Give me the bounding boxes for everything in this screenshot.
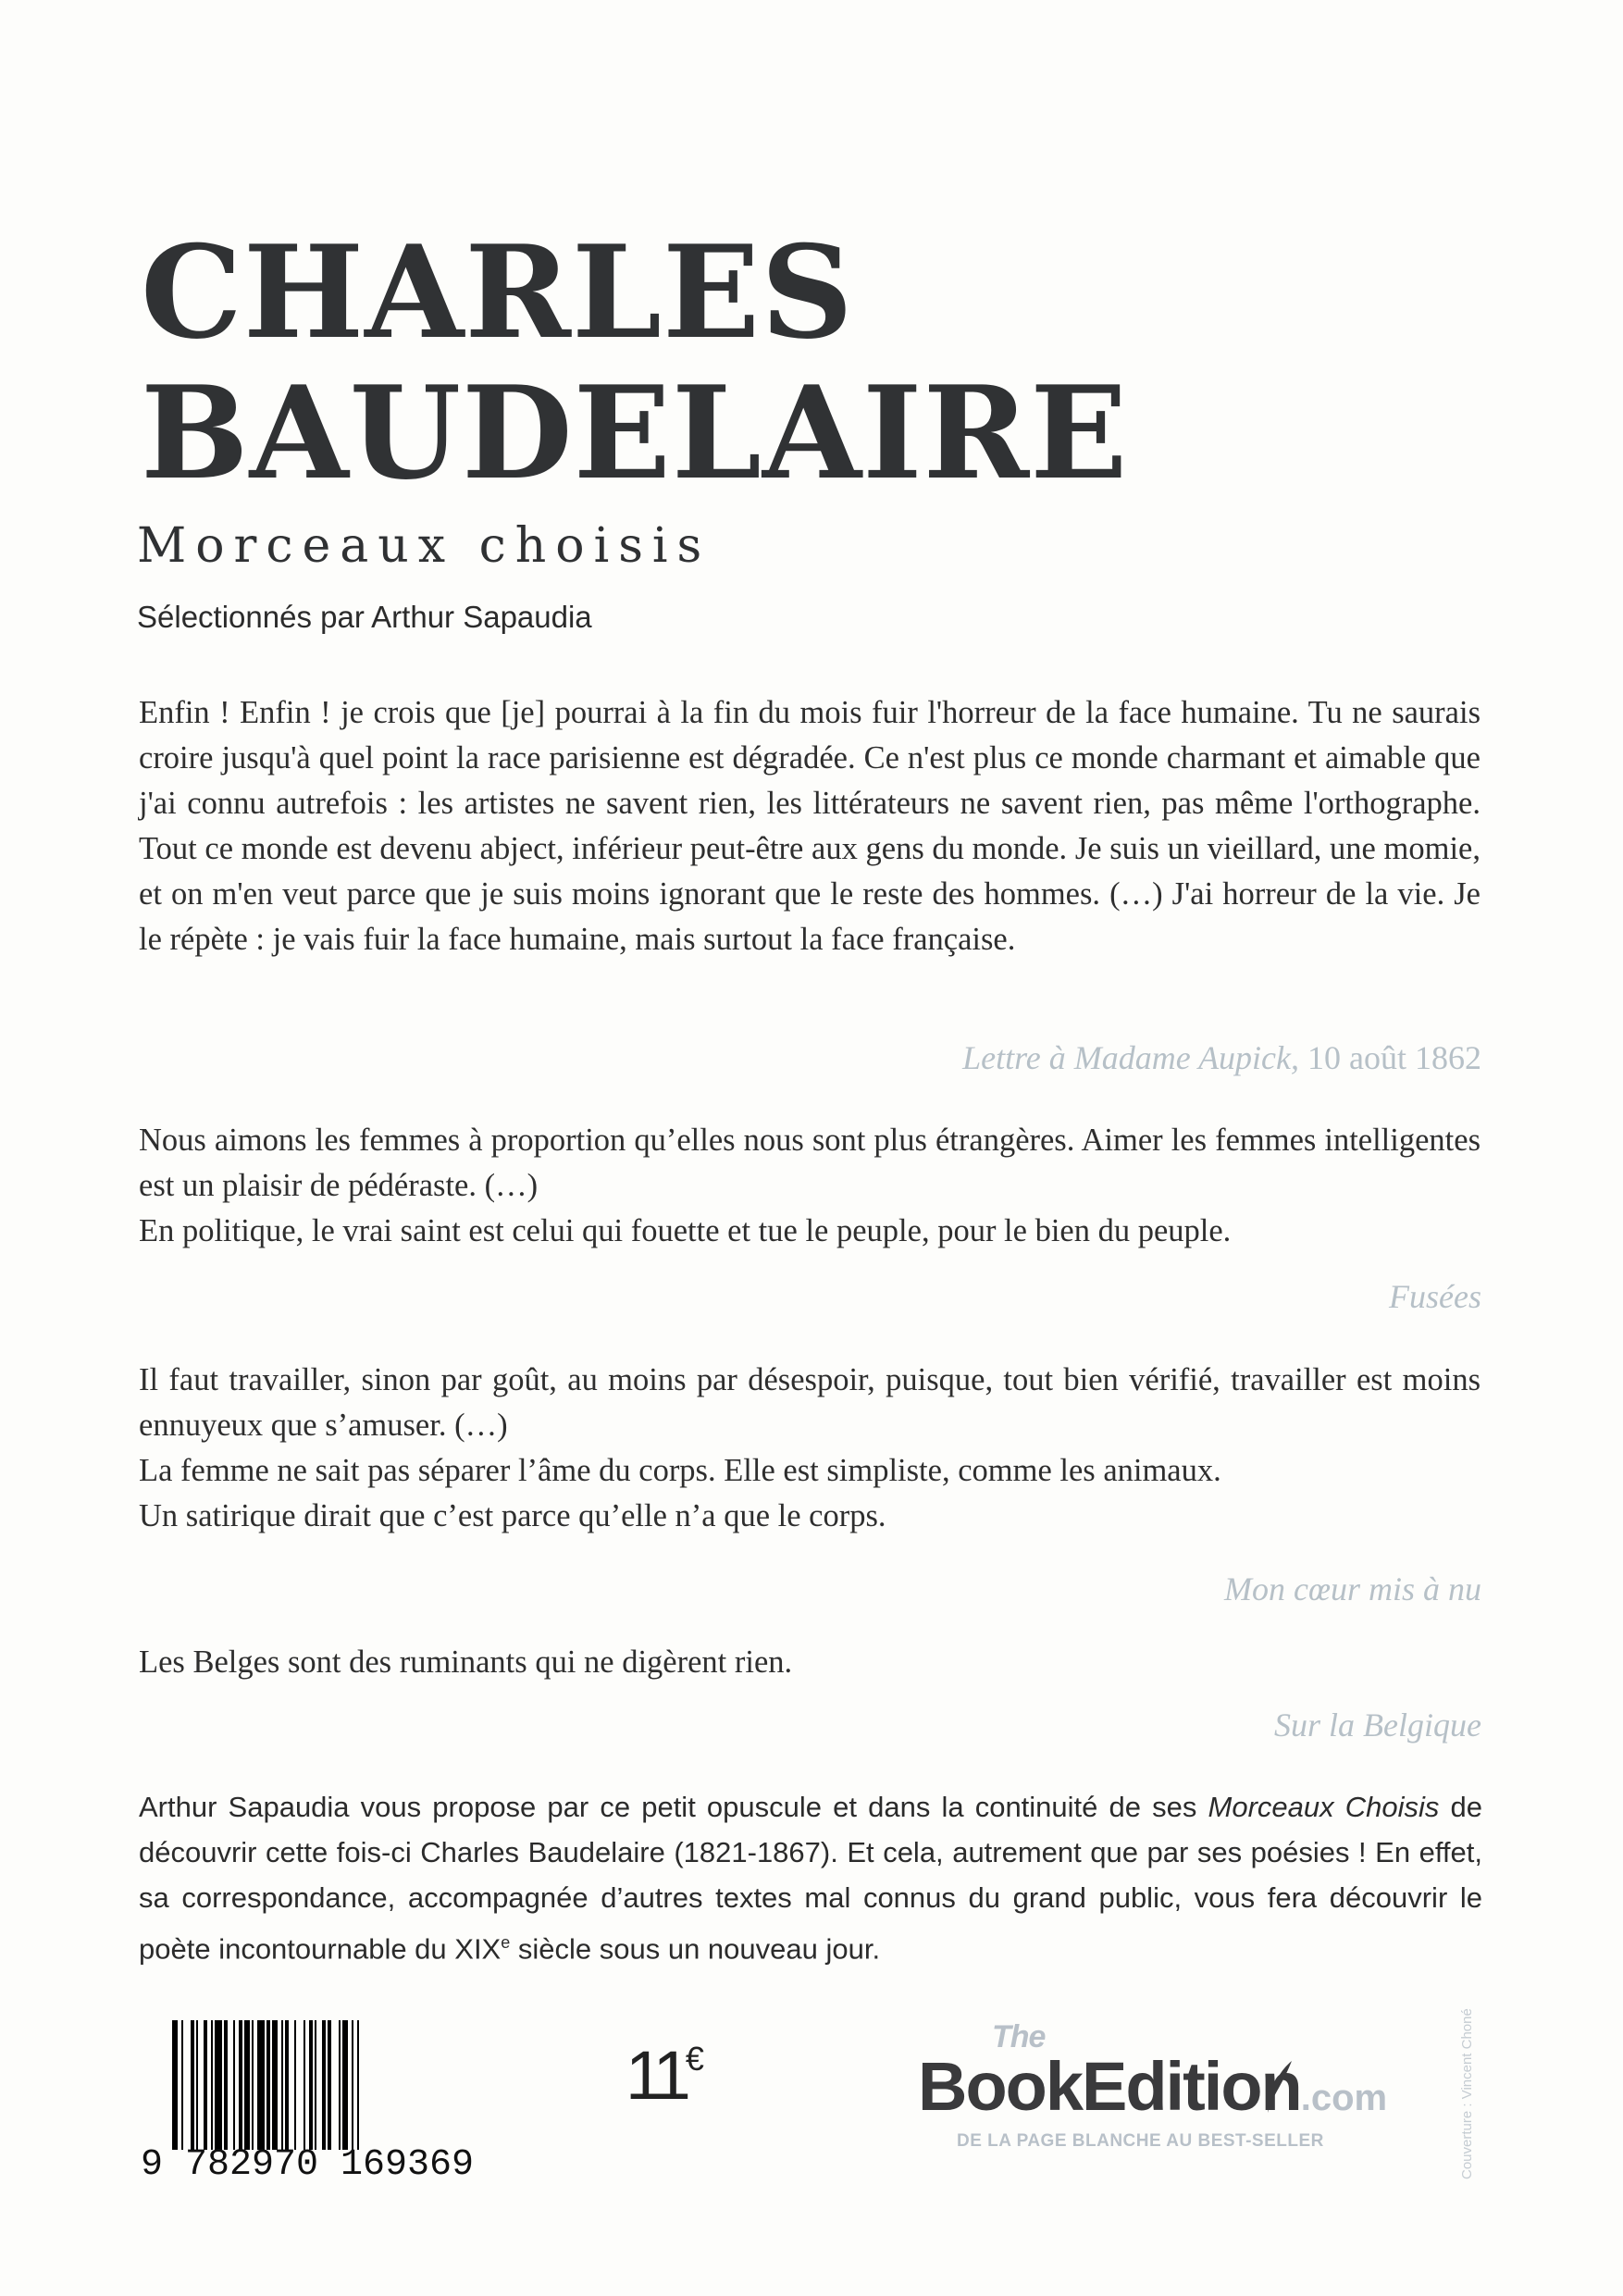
blurb-superscript: e	[501, 1933, 511, 1952]
barcode-bar	[309, 2020, 313, 2150]
source-title: Fusées	[1389, 1278, 1481, 1315]
cover-credit: Couverture : Vincent Choné	[1459, 2008, 1475, 2179]
selector-credit: Sélectionnés par Arthur Sapaudia	[137, 600, 592, 634]
price-currency: €	[685, 2040, 704, 2078]
barcode-bar	[294, 2020, 296, 2150]
quote-line: Un satirique dirait que c’est parce qu’elle n’a que le corps.	[139, 1498, 886, 1533]
logo-wordmark	[918, 2050, 1387, 2135]
isbn-barcode	[141, 2020, 475, 2191]
quote-line: Il faut travailler, sinon par goût, au moins par désespoir, puisque, tout bien vérifié, travailler est moins ennuyeux que s’amuser. (…)	[139, 1362, 1481, 1443]
barcode-bar	[211, 2020, 213, 2150]
barcode-bar	[328, 2020, 331, 2150]
barcode-bar	[172, 2020, 178, 2150]
blurb-text: de découvrir cette fois-ci Charles Baudelaire (1821-1867). Et cela, autrement que par ses poésies ! En effet, sa correspondance, accompagnée d’autres textes mal connus du grand public, vous fera découvrir le poète incontournable du XIX	[139, 1791, 1482, 1966]
barcode-bar	[215, 2020, 222, 2150]
source-title: Sur la Belgique	[1274, 1706, 1481, 1744]
quote-source	[1389, 1277, 1481, 1316]
barcode-bar	[272, 2020, 278, 2150]
blurb-series-title: Morceaux Choisis	[1208, 1791, 1440, 1823]
quote-source	[1274, 1706, 1481, 1744]
barcode-bar	[257, 2020, 265, 2150]
barcode-bar	[342, 2020, 348, 2150]
price	[626, 2036, 704, 2115]
price-amount: 11	[626, 2037, 686, 2114]
quote-source	[1224, 1570, 1481, 1608]
barcode-bar	[196, 2020, 198, 2150]
barcode-bar	[233, 2020, 235, 2150]
blurb-text: siècle sous un nouveau jour.	[510, 1932, 881, 1966]
quote-line: Nous aimons les femmes à proportion qu’elles nous sont plus étrangères. Aimer les femmes intelligentes est un plaisir de pédéraste. (…)	[139, 1123, 1481, 1203]
quote-line: Enfin ! Enfin ! je crois que [je] pourrai à la fin du mois fuir l'horreur de la face humaine. Tu ne saurais croire jusqu'à quel point la race parisienne est dégradée. Ce n'est plus ce monde charmant et aimable que j'ai connu autrefois : les artistes ne savent rien, les littérateurs ne savent rien, pas même l'orthographe. Tout ce monde est devenu abject, inférieur peut-être aux gens du monde. Je suis un vieillard, une momie, et on m'en veut parce que je suis moins ignorant que le reste des hommes. (…) J'ai horreur de la vie. Je le répète : je vais fuir la face humaine, mais surtout la face française.	[139, 695, 1481, 957]
blurb-text: Arthur Sapaudia vous propose par ce petit opuscule et dans la continuité de ses	[139, 1791, 1208, 1823]
quote-source	[962, 1038, 1481, 1077]
barcode-bar	[281, 2020, 283, 2150]
source-title: Mon cœur mis à nu	[1224, 1570, 1481, 1607]
author-title	[141, 217, 1129, 508]
barcode-bar	[252, 2020, 254, 2150]
barcode-bar	[315, 2020, 316, 2150]
barcode-bars	[172, 2020, 468, 2150]
author-first-name: CHARLES	[141, 217, 854, 367]
barcode-bar	[266, 2020, 270, 2150]
author-last-name: BAUDELAIRE	[141, 357, 1129, 508]
quill-pen-icon	[1264, 2059, 1295, 2115]
book-blurb	[139, 1784, 1482, 1971]
barcode-bar	[322, 2020, 326, 2150]
barcode-bar	[224, 2020, 228, 2150]
barcode-bar	[357, 2020, 359, 2150]
logo-tld: .com	[1300, 2078, 1388, 2118]
barcode-bar	[352, 2020, 353, 2150]
publisher-logo	[918, 2019, 1418, 2161]
quote-line: La femme ne sait pas séparer l’âme du corps. Elle est simpliste, comme les animaux.	[139, 1453, 1221, 1488]
quote-mon-coeur	[139, 1358, 1481, 1539]
quote-fusees	[139, 1118, 1481, 1254]
logo-tagline: DE LA PAGE BLANCHE AU BEST-SELLER	[957, 2131, 1324, 2151]
book-subtitle: Morceaux choisis	[137, 518, 712, 574]
barcode-bar	[244, 2020, 250, 2150]
source-date: 10 août 1862	[1299, 1039, 1481, 1076]
quote-line: Les Belges sont des ruminants qui ne digèrent rien.	[139, 1644, 793, 1680]
quote-letter-aupick	[139, 690, 1481, 962]
barcode-bar	[204, 2020, 207, 2150]
barcode-digits: 9 782970 169369	[141, 2144, 475, 2186]
quote-belgique	[139, 1640, 1481, 1685]
barcode-bar	[304, 2020, 305, 2150]
quote-line: En politique, le vrai saint est celui qui fouette et tue le peuple, pour le bien du peuple.	[139, 1213, 1232, 1248]
barcode-bar	[285, 2020, 289, 2150]
logo-name: BookEdition	[918, 2048, 1301, 2125]
logo-the: The	[992, 2019, 1046, 2054]
barcode-bar	[191, 2020, 194, 2150]
barcode-bar	[339, 2020, 341, 2150]
barcode-bar	[239, 2020, 242, 2150]
source-title: Lettre à Madame Aupick,	[962, 1039, 1300, 1076]
barcode-bar	[181, 2020, 183, 2150]
